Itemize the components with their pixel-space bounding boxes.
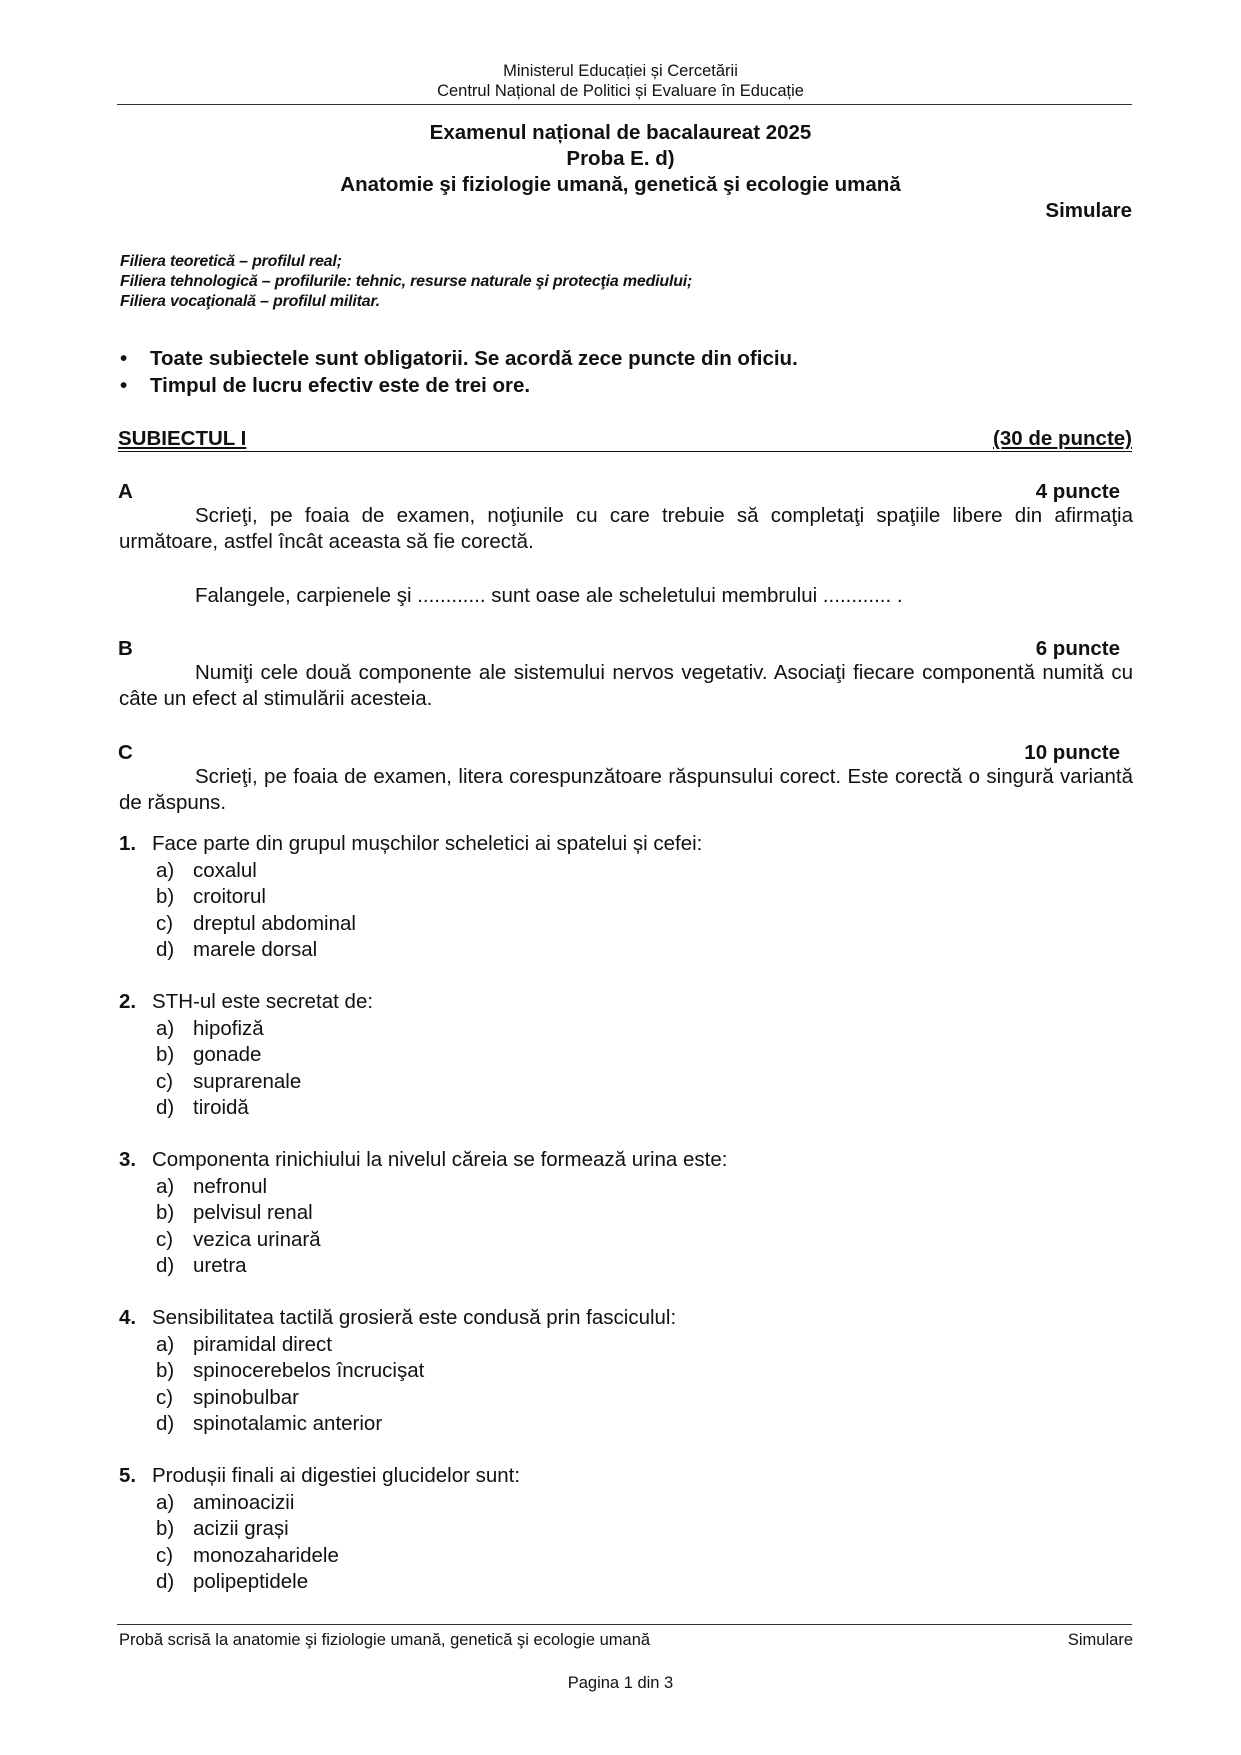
answer-option: a) aminoacizii [156, 1490, 295, 1514]
section-a-instruction: Scrieţi, pe foaia de examen, noţiunile cu care trebuie să completaţi spaţiile libere din afirmaţia următoare, astfel încât aceasta să fie corectă. [119, 504, 1133, 553]
instructions-list [120, 345, 798, 399]
bullet-icon: • [120, 374, 128, 397]
answer-option: a) nefronul [156, 1174, 268, 1198]
section-c-letter: C [118, 741, 133, 764]
answer-option: b) spinocerebelos încrucişat [156, 1359, 425, 1382]
footer [119, 1631, 1133, 1650]
page-number: Pagina 1 din 3 [567, 1674, 674, 1692]
section-a-points: 4 puncte [1035, 480, 1120, 503]
subject-heading [118, 427, 1132, 452]
answer-option: c) dreptul abdominal [156, 911, 356, 935]
instruction-bullet: • Timpul de lucru efectiv este de trei ore. [120, 374, 531, 397]
exam-subtitle: Proba E. d) [566, 147, 675, 170]
filiera-item: Filiera vocaţională – profilul militar. [120, 293, 380, 310]
section-b-points: 6 puncte [1035, 637, 1120, 660]
footer-divider [117, 1624, 1132, 1625]
answer-option: a) piramidal direct [156, 1332, 332, 1356]
question-1: 1. Face parte din grupul mușchilor scheletici ai spatelui și cefei: a) coxalul b) croitorul c) dreptul abdominal d) marele dorsal [119, 831, 702, 964]
answer-option: d) uretra [156, 1254, 247, 1277]
section-c-instruction: Scrieţi, pe foaia de examen, litera corespunzătoare răspunsului corect. Este corectă o singură variantă de răspuns. [119, 765, 1133, 814]
answer-option: b) acizii grași [156, 1517, 289, 1540]
exam-title: Examenul național de bacalaureat 2025 [429, 121, 812, 144]
section-a-statement: Falangele, carpienele şi ............ sunt oase ale scheletului membrului ............ . [195, 584, 903, 607]
exam-subject-title: Anatomie şi fiziologie umană, genetică şi ecologie umană [340, 173, 901, 196]
answer-option: b) gonade [156, 1043, 262, 1066]
footer-exam-name: Probă scrisă la anatomie şi fiziologie umană, genetică şi ecologie umană [119, 1631, 651, 1649]
answer-option: a) hipofiză [156, 1016, 264, 1040]
question-2: 2. STH-ul este secretat de: a) hipofiză b) gonade c) suprarenale d) tiroidă [119, 989, 373, 1122]
answer-option: c) suprarenale [156, 1069, 302, 1093]
answer-option: c) monozaharidele [156, 1543, 339, 1567]
section-b-instruction: Numiţi cele două componente ale sistemului nervos vegetativ. Asociaţi fiecare componentă numită cu câte un efect al stimulării acesteia. [119, 661, 1133, 710]
section-c-points: 10 puncte [1024, 741, 1120, 764]
subject-title: SUBIECTUL I [118, 427, 247, 450]
answer-option: d) marele dorsal [156, 938, 318, 961]
answer-option: d) polipeptidele [156, 1570, 309, 1593]
subject-points: (30 de puncte) [993, 427, 1132, 450]
section-a-letter: A [118, 480, 133, 503]
section-b-letter: B [118, 637, 133, 660]
question-4: 4. Sensibilitatea tactilă grosieră este condusă prin fasciculul: a) piramidal direct b) spinocerebelos încrucişat c) spinobulbar d) spinotalamic anterior [119, 1305, 676, 1438]
filiere-list [120, 252, 692, 312]
filiera-item: Filiera tehnologică – profilurile: tehnic, resurse naturale şi protecţia mediului; [120, 273, 693, 290]
question-5: 5. Produșii finali ai digestiei glucidelor sunt: a) aminoacizii b) acizii grași c) monozaharidele d) polipeptidele [119, 1463, 520, 1596]
answer-option: d) tiroidă [156, 1096, 249, 1119]
bullet-icon: • [120, 347, 128, 370]
answer-option: b) pelvisul renal [156, 1201, 313, 1224]
simulation-tag: Simulare [1045, 199, 1132, 222]
footer-tag: Simulare [1067, 1631, 1133, 1649]
center-header: Centrul Național de Politici și Evaluare în Educație [437, 82, 804, 100]
ministry-header: Ministerul Educației și Cercetării [503, 62, 738, 80]
answer-option: c) spinobulbar [156, 1385, 299, 1409]
question-3: 3. Componenta rinichiului la nivelul căreia se formează urina este: a) nefronul b) pelvisul renal c) vezica urinară d) uretra [119, 1147, 727, 1280]
answer-option: a) coxalul [156, 858, 257, 882]
answer-option: c) vezica urinară [156, 1227, 321, 1251]
answer-option: d) spinotalamic anterior [156, 1412, 383, 1435]
answer-option: b) croitorul [156, 885, 266, 908]
instruction-bullet: • Toate subiectele sunt obligatorii. Se acordă zece puncte din oficiu. [120, 347, 798, 370]
header-divider [117, 104, 1132, 105]
filiera-item: Filiera teoretică – profilul real; [120, 253, 342, 270]
